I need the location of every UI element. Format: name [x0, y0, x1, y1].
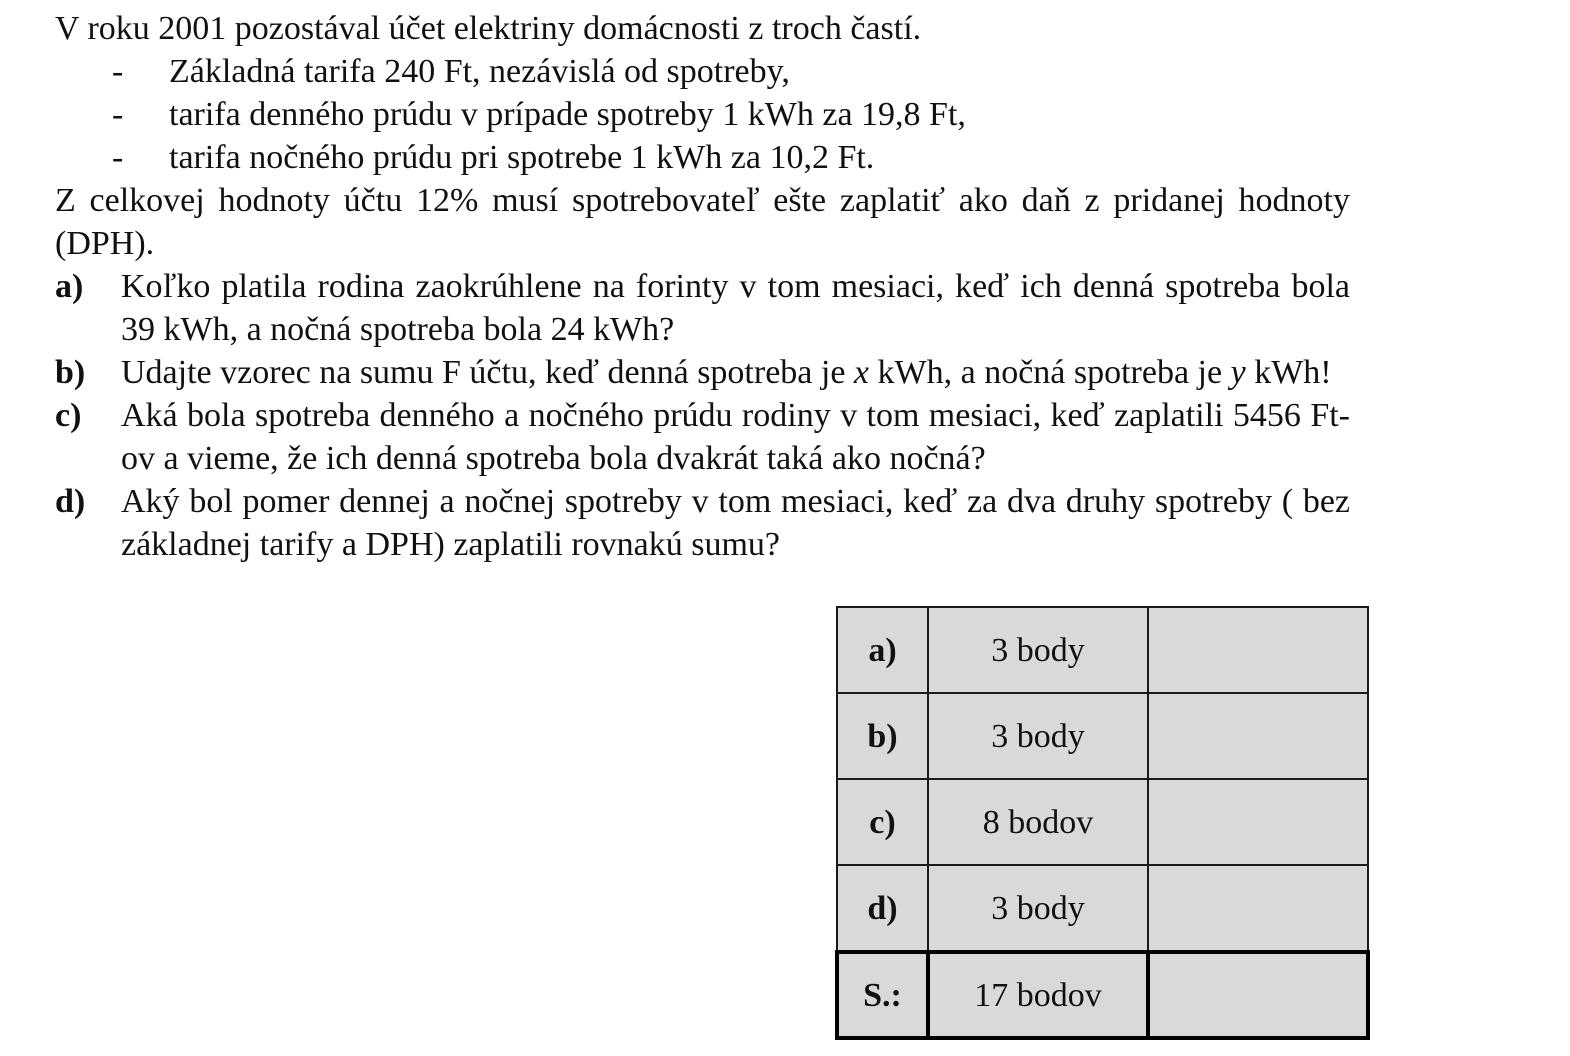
tariff-item-day	[55, 93, 1350, 136]
variable-y: y	[1230, 354, 1246, 391]
task-text: Koľko platila rodina zaokrúhlene na forinty v tom mesiaci, keď ich denná spotreba bola 39 kWh, a nočná spotreba bola 24 kWh?	[121, 268, 1350, 348]
task-a	[55, 265, 1350, 351]
points-cell: 3 body	[928, 865, 1148, 952]
task-text	[121, 351, 1350, 394]
task-b	[55, 351, 1350, 394]
task-b-part2: kWh, a nočná spotreba je	[869, 354, 1231, 391]
score-cell	[1148, 607, 1368, 693]
table-row	[837, 693, 1368, 779]
points-cell: 8 bodov	[928, 779, 1148, 865]
problem-text	[55, 7, 1350, 566]
tariff-item-base	[55, 50, 1350, 93]
total-points-cell: 17 bodov	[928, 952, 1148, 1038]
vat-note: Z celkovej hodnoty účtu 12% musí spotrebovateľ ešte zaplatiť ako daň z pridanej hodnoty (DPH).	[55, 182, 1350, 262]
intro-line: V roku 2001 pozostával účet elektriny domácnosti z troch častí.	[55, 10, 922, 47]
total-label-cell: S.:	[837, 952, 928, 1038]
task-label: c)	[55, 397, 82, 434]
bullet-dash: -	[112, 96, 124, 133]
tariff-item-text: tarifa denného prúdu v prípade spotreby 1 kWh za 19,8 Ft,	[169, 96, 966, 133]
total-row	[837, 952, 1368, 1038]
part-cell: b)	[837, 693, 928, 779]
score-table	[835, 606, 1370, 1040]
tariff-item-text: Základná tarifa 240 Ft, nezávislá od spotreby,	[169, 53, 790, 90]
tariff-item-text: tarifa nočného prúdu pri spotrebe 1 kWh za 10,2 Ft.	[169, 139, 875, 176]
tariff-list	[55, 50, 1350, 179]
task-text: Aká bola spotreba denného a nočného prúdu rodiny v tom mesiaci, keď zaplatili 5456 Ft-ov a vieme, že ich denná spotreba bola dvakrát taká ako nočná?	[121, 397, 1350, 477]
bullet-dash: -	[112, 53, 124, 90]
tariff-item-night	[55, 136, 1350, 179]
task-d	[55, 480, 1350, 566]
task-label: a)	[55, 268, 84, 305]
task-c	[55, 394, 1350, 480]
part-cell: d)	[837, 865, 928, 952]
total-score-cell	[1148, 952, 1368, 1038]
points-cell: 3 body	[928, 607, 1148, 693]
table-row	[837, 607, 1368, 693]
task-label: d)	[55, 483, 86, 520]
score-cell	[1148, 693, 1368, 779]
table-row	[837, 779, 1368, 865]
points-cell: 3 body	[928, 693, 1148, 779]
task-text: Aký bol pomer dennej a nočnej spotreby v tom mesiaci, keď za dva druhy spotreby ( bez základnej tarify a DPH) zaplatili rovnakú sumu?	[121, 483, 1350, 563]
task-label: b)	[55, 354, 86, 391]
task-b-part1: Udajte vzorec na sumu F účtu, keď denná spotreba je	[121, 354, 854, 391]
score-cell	[1148, 865, 1368, 952]
score-cell	[1148, 779, 1368, 865]
task-b-part3: kWh!	[1245, 354, 1332, 391]
variable-x: x	[853, 354, 870, 391]
part-cell: c)	[837, 779, 928, 865]
part-cell: a)	[837, 607, 928, 693]
bullet-dash: -	[112, 139, 124, 176]
table-row	[837, 865, 1368, 952]
